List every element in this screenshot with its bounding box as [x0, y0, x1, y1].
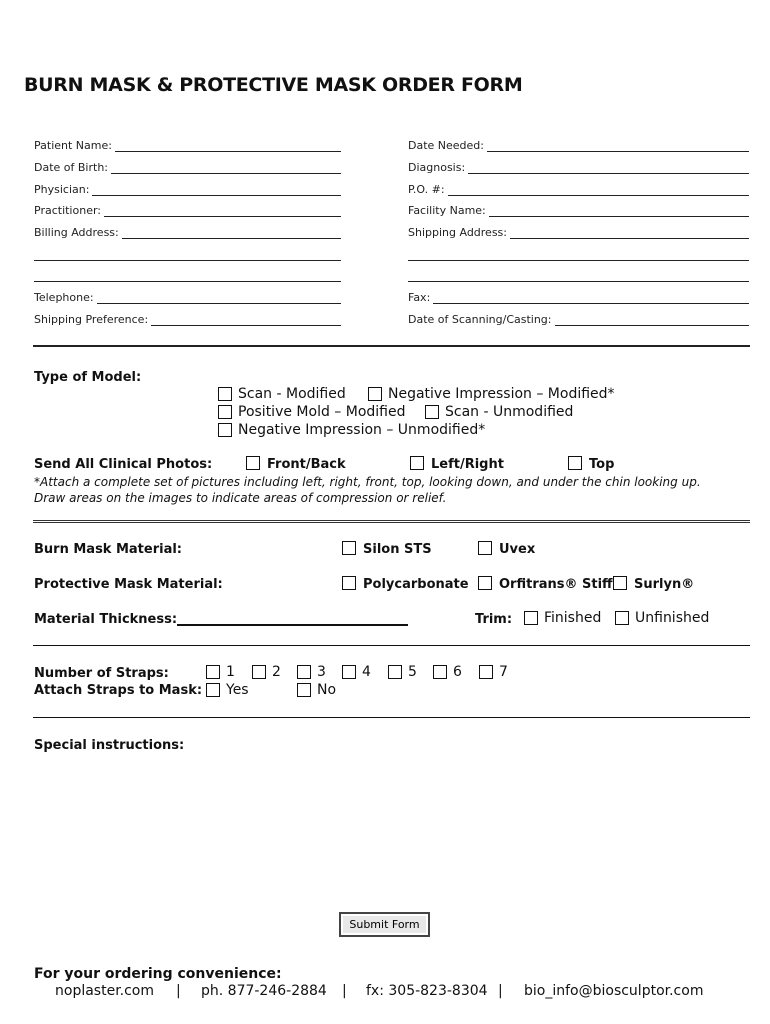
field-label: Shipping Preference: — [34, 313, 149, 326]
input-line[interactable] — [487, 141, 749, 152]
input-line[interactable] — [448, 185, 749, 196]
attach-straps-label: Attach Straps to Mask: — [34, 683, 203, 698]
website-link[interactable]: noplaster.com — [55, 983, 155, 999]
patient-name-field[interactable] — [34, 136, 341, 152]
polycarbonate-checkbox[interactable] — [342, 576, 356, 590]
input-line[interactable] — [111, 163, 341, 174]
option-label: Positive Mold – Modified — [238, 404, 406, 420]
straps-4-checkbox[interactable] — [342, 665, 356, 679]
input-line[interactable] — [555, 315, 750, 326]
footer-heading: For your ordering convenience: — [34, 966, 282, 982]
attach-yes-checkbox[interactable] — [206, 683, 220, 697]
special-instructions-label: Special instructions: — [34, 738, 185, 753]
option-label: Silon STS — [363, 542, 432, 557]
straps-3-checkbox[interactable] — [297, 665, 311, 679]
field-label: Fax: — [408, 291, 431, 304]
material-thickness-input[interactable] — [177, 624, 408, 626]
surlyn-checkbox[interactable] — [613, 576, 627, 590]
material-thickness-label: Material Thickness: — [34, 612, 178, 627]
option-label: Surlyn® — [634, 577, 695, 592]
section-divider — [33, 717, 750, 718]
straps-6-checkbox[interactable] — [433, 665, 447, 679]
field-label: Physician: — [34, 183, 90, 196]
option-label: Scan - Modified — [238, 386, 346, 402]
option-label: 6 — [453, 664, 462, 680]
option-label: Orfitrans® Stiff — [499, 577, 613, 592]
input-line[interactable] — [34, 271, 341, 282]
type-of-model-label: Type of Model: — [34, 370, 142, 385]
straps-2-checkbox[interactable] — [252, 665, 266, 679]
separator: | — [176, 983, 181, 999]
shipping-address-line-3[interactable] — [408, 266, 749, 282]
option-label: Top — [589, 457, 615, 472]
left-right-checkbox[interactable] — [410, 456, 424, 470]
input-line[interactable] — [92, 185, 341, 196]
photos-note: *Attach a complete set of pictures including left, right, front, top, looking down, and under the chin looking up. Draw areas on the images to indicate areas of compression or relief. — [34, 475, 701, 505]
practitioner-field[interactable] — [34, 201, 341, 217]
shipping-preference-field[interactable] — [34, 310, 341, 326]
option-label: Unfinished — [635, 610, 710, 626]
silon-sts-checkbox[interactable] — [342, 541, 356, 555]
input-line[interactable] — [408, 250, 749, 261]
attach-no-checkbox[interactable] — [297, 683, 311, 697]
section-divider — [33, 645, 750, 646]
option-label: Negative Impression – Modified* — [388, 386, 615, 402]
field-label: Shipping Address: — [408, 226, 507, 239]
field-label: Diagnosis: — [408, 161, 466, 174]
input-line[interactable] — [104, 206, 341, 217]
negative-impression-modified-checkbox[interactable] — [368, 387, 382, 401]
option-label: 3 — [317, 664, 326, 680]
burn-mask-material-label: Burn Mask Material: — [34, 542, 183, 557]
page-title: BURN MASK & PROTECTIVE MASK ORDER FORM — [24, 74, 523, 96]
trim-label: Trim: — [475, 612, 513, 627]
option-label: 7 — [499, 664, 508, 680]
separator: | — [342, 983, 347, 999]
input-line[interactable] — [151, 315, 341, 326]
shipping-address-field[interactable] — [408, 223, 749, 239]
input-line[interactable] — [408, 271, 749, 282]
input-line[interactable] — [489, 206, 749, 217]
protective-mask-material-label: Protective Mask Material: — [34, 577, 223, 592]
billing-address-line-2[interactable] — [34, 245, 341, 261]
straps-1-checkbox[interactable] — [206, 665, 220, 679]
email-link[interactable]: bio_info@biosculptor.com — [524, 983, 704, 999]
input-line[interactable] — [468, 163, 749, 174]
negative-impression-unmodified-checkbox[interactable] — [218, 423, 232, 437]
section-divider — [33, 345, 750, 347]
input-line[interactable] — [433, 293, 749, 304]
option-label: 5 — [408, 664, 417, 680]
straps-5-checkbox[interactable] — [388, 665, 402, 679]
date-of-scanning-field[interactable] — [408, 310, 749, 326]
field-label: Date Needed: — [408, 139, 484, 152]
number-of-straps-label: Number of Straps: — [34, 666, 169, 681]
positive-mold-modified-checkbox[interactable] — [218, 405, 232, 419]
field-label: Practitioner: — [34, 204, 101, 217]
scan-unmodified-checkbox[interactable] — [425, 405, 439, 419]
input-line[interactable] — [97, 293, 341, 304]
trim-finished-checkbox[interactable] — [524, 611, 538, 625]
input-line[interactable] — [115, 141, 341, 152]
field-label: Date of Scanning/Casting: — [408, 313, 552, 326]
option-label: 1 — [226, 664, 235, 680]
submit-form-button[interactable]: Submit Form — [339, 912, 430, 937]
field-label: Patient Name: — [34, 139, 112, 152]
input-line[interactable] — [122, 228, 341, 239]
option-label: Polycarbonate — [363, 577, 469, 592]
option-label: 2 — [272, 664, 281, 680]
field-label: Billing Address: — [34, 226, 119, 239]
scan-modified-checkbox[interactable] — [218, 387, 232, 401]
phone-number: ph. 877-246-2884 — [201, 983, 327, 999]
option-label: Finished — [544, 610, 602, 626]
uvex-checkbox[interactable] — [478, 541, 492, 555]
front-back-checkbox[interactable] — [246, 456, 260, 470]
billing-address-line-3[interactable] — [34, 266, 341, 282]
option-label: Yes — [226, 682, 249, 698]
telephone-field[interactable] — [34, 288, 341, 304]
clinical-photos-label: Send All Clinical Photos: — [34, 457, 213, 472]
billing-address-field[interactable] — [34, 223, 341, 239]
option-label: Scan - Unmodified — [445, 404, 574, 420]
po-number-field[interactable] — [408, 180, 749, 196]
date-of-birth-field[interactable] — [34, 158, 341, 174]
option-label: Uvex — [499, 542, 536, 557]
option-label: Negative Impression – Unmodified* — [238, 422, 486, 438]
option-label: Left/Right — [431, 457, 504, 472]
input-line[interactable] — [34, 250, 341, 261]
input-line[interactable] — [510, 228, 749, 239]
fax-number: fx: 305-823-8304 — [366, 983, 488, 999]
date-needed-field[interactable] — [408, 136, 749, 152]
diagnosis-field[interactable] — [408, 158, 749, 174]
fax-field[interactable] — [408, 288, 749, 304]
field-label: Date of Birth: — [34, 161, 109, 174]
field-label: Telephone: — [34, 291, 94, 304]
physician-field[interactable] — [34, 180, 341, 196]
shipping-address-line-2[interactable] — [408, 245, 749, 261]
facility-name-field[interactable] — [408, 201, 749, 217]
field-label: Facility Name: — [408, 204, 486, 217]
option-label: 4 — [362, 664, 371, 680]
section-divider — [33, 520, 750, 523]
option-label: Front/Back — [267, 457, 346, 472]
orfitrans-stiff-checkbox[interactable] — [478, 576, 492, 590]
top-checkbox[interactable] — [568, 456, 582, 470]
trim-unfinished-checkbox[interactable] — [615, 611, 629, 625]
special-instructions-area[interactable] — [34, 760, 749, 900]
option-label: No — [317, 682, 337, 698]
field-label: P.O. #: — [408, 183, 445, 196]
straps-7-checkbox[interactable] — [479, 665, 493, 679]
separator: | — [498, 983, 503, 999]
